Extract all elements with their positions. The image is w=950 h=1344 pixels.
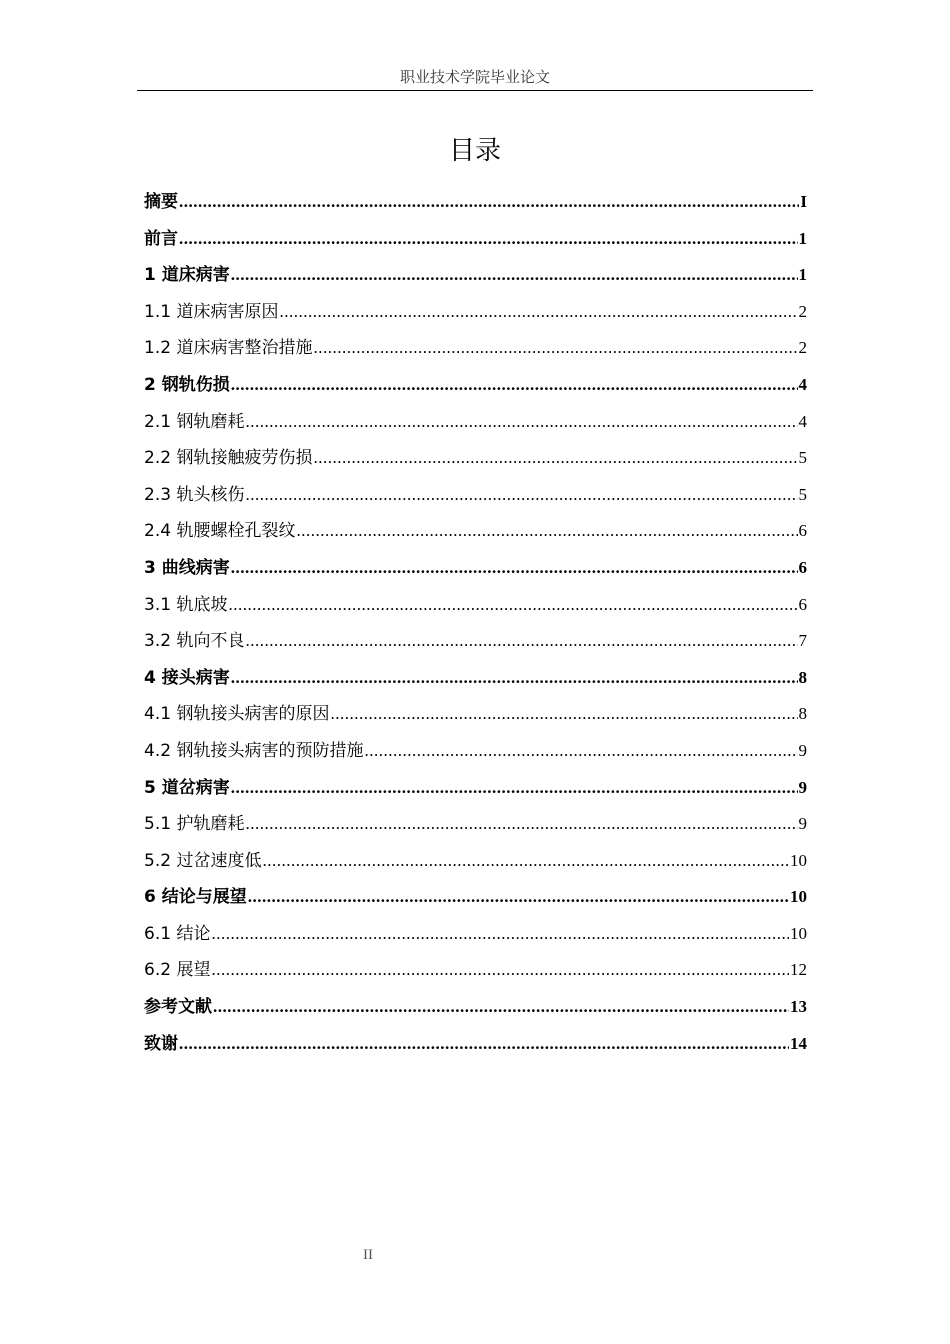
toc-entry-label: 3.1 轨底坡 (144, 594, 228, 615)
toc-entry[interactable] (144, 1026, 807, 1063)
toc-leader-dots (211, 952, 789, 988)
toc-entry-label: 6.2 展望 (144, 960, 211, 981)
toc-leader-dots (262, 843, 789, 879)
toc-leader-dots (248, 879, 789, 915)
toc-entry-label: 4.1 钢轨接头病害的原因 (144, 704, 330, 725)
toc-entry-page: 6 (798, 521, 807, 541)
toc-entry[interactable] (144, 367, 807, 404)
toc-entry[interactable] (144, 440, 807, 477)
toc-leader-dots (231, 550, 798, 586)
toc-entry-label: 1 道床病害 (144, 265, 230, 286)
toc-entry-label: 4 接头病害 (144, 667, 230, 688)
toc-entry[interactable] (144, 843, 807, 880)
toc-leader-dots (213, 989, 789, 1025)
toc-entry-label: 2.4 轨腰螺栓孔裂纹 (144, 521, 296, 542)
toc-leader-dots (296, 513, 797, 549)
table-of-contents (144, 184, 807, 1062)
toc-entry-page: 6 (798, 557, 807, 577)
toc-leader-dots (179, 1026, 789, 1062)
toc-leader-dots (179, 221, 798, 257)
toc-entry-page: 10 (790, 850, 807, 870)
toc-entry-label: 5 道岔病害 (144, 777, 230, 798)
toc-entry-page: 13 (790, 997, 807, 1017)
toc-entry-label: 摘要 (144, 192, 178, 212)
toc-entry-page: 9 (798, 740, 807, 760)
toc-entry-label: 2.1 钢轨磨耗 (144, 411, 245, 432)
toc-entry[interactable] (144, 806, 807, 843)
toc-entry-page: 10 (790, 923, 807, 943)
toc-entry[interactable] (144, 404, 807, 441)
page-title: 目录 (448, 136, 501, 166)
toc-entry[interactable] (144, 330, 807, 367)
page-number: II (363, 1247, 373, 1263)
toc-entry-label: 4.2 钢轨接头病害的预防措施 (144, 740, 364, 761)
toc-entry[interactable] (144, 623, 807, 660)
toc-leader-dots (279, 294, 797, 330)
toc-entry-label: 6.1 结论 (144, 923, 211, 944)
toc-entry-page: 10 (790, 887, 807, 907)
page-header: 职业技术学院毕业论文 (399, 70, 550, 86)
toc-entry-label: 前言 (144, 228, 178, 249)
toc-entry-page: 5 (798, 448, 807, 468)
toc-entry-label: 2.3 轨头核伤 (144, 484, 245, 505)
toc-leader-dots (364, 733, 797, 769)
toc-entry[interactable] (144, 587, 807, 624)
toc-leader-dots (245, 477, 797, 513)
toc-entry[interactable] (144, 916, 807, 953)
toc-entry-page: 1 (798, 265, 807, 285)
toc-entry[interactable] (144, 294, 807, 331)
toc-entry-page: 6 (798, 594, 807, 614)
toc-entry[interactable] (144, 257, 807, 294)
toc-entry-page: 5 (798, 484, 807, 504)
toc-entry-label: 1.2 道床病害整治措施 (144, 338, 313, 359)
toc-entry[interactable] (144, 770, 807, 807)
toc-leader-dots (231, 660, 798, 696)
toc-entry-label: 2 钢轨伤损 (144, 374, 230, 395)
toc-entry[interactable] (144, 733, 807, 770)
toc-entry-page: 12 (790, 960, 807, 980)
toc-entry-label: 1.1 道床病害原因 (144, 301, 279, 322)
toc-entry[interactable] (144, 221, 807, 258)
toc-entry-label: 6 结论与展望 (144, 887, 247, 908)
toc-leader-dots (228, 587, 797, 623)
toc-entry-page: 8 (798, 704, 807, 724)
toc-leader-dots (211, 916, 789, 952)
toc-entry-label: 5.2 过岔速度低 (144, 850, 262, 871)
toc-leader-dots (245, 404, 797, 440)
toc-entry-page: 2 (798, 301, 807, 321)
toc-entry-label: 2.2 钢轨接触疲劳伤损 (144, 448, 313, 469)
toc-entry-page: 14 (790, 1033, 807, 1053)
toc-entry[interactable] (144, 184, 807, 221)
toc-entry[interactable] (144, 513, 807, 550)
toc-leader-dots (313, 330, 797, 366)
toc-leader-dots (313, 440, 797, 476)
toc-entry-page: 4 (798, 411, 807, 431)
toc-entry-label: 3 曲线病害 (144, 557, 230, 578)
toc-entry-page: 4 (798, 374, 807, 394)
toc-leader-dots (179, 184, 799, 220)
toc-entry[interactable] (144, 879, 807, 916)
toc-entry-page: 9 (798, 777, 807, 797)
toc-leader-dots (245, 623, 797, 659)
toc-leader-dots (231, 770, 798, 806)
toc-entry-label: 致谢 (144, 1033, 178, 1054)
toc-leader-dots (231, 367, 798, 403)
toc-entry[interactable] (144, 660, 807, 697)
toc-entry-page: 8 (798, 667, 807, 687)
toc-entry-label: 3.2 轨向不良 (144, 631, 245, 652)
toc-leader-dots (245, 806, 797, 842)
toc-entry[interactable] (144, 952, 807, 989)
toc-entry-page: 9 (798, 814, 807, 834)
toc-entry[interactable] (144, 989, 807, 1026)
toc-entry-label: 5.1 护轨磨耗 (144, 814, 245, 835)
toc-entry[interactable] (144, 550, 807, 587)
toc-entry[interactable] (144, 477, 807, 514)
toc-entry-page: I (800, 192, 807, 211)
toc-entry-label: 参考文献 (144, 997, 212, 1018)
toc-entry-page: 1 (798, 228, 807, 248)
toc-entry-page: 7 (798, 631, 807, 651)
toc-entry[interactable] (144, 696, 807, 733)
toc-leader-dots (330, 696, 797, 732)
header-rule (137, 90, 813, 91)
toc-entry-page: 2 (798, 338, 807, 358)
toc-leader-dots (231, 257, 798, 293)
